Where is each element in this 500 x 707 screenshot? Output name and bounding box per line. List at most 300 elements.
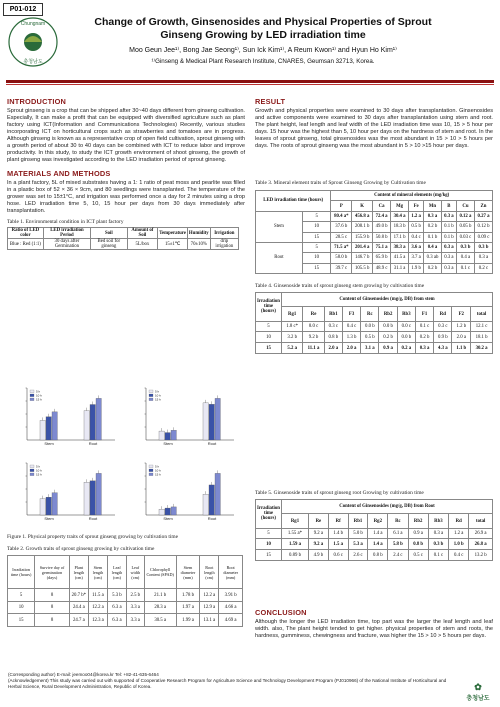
result-heading: RESULT	[255, 97, 286, 106]
table3-cell: 0.4 a	[456, 253, 474, 263]
table5-cell: 13.2 b	[469, 550, 493, 561]
table3-cell: 0.12 a	[456, 211, 474, 221]
table1-header: LED irradiation Period	[43, 228, 90, 239]
table3-cell: 0.2 b	[424, 222, 442, 232]
table1-cell: Bed soil for ginseng	[91, 239, 127, 250]
table3	[255, 190, 493, 274]
bottom-logo	[460, 682, 496, 702]
bar	[203, 403, 208, 440]
category-label: Stem	[44, 516, 54, 521]
table4-cell: 2.0 a	[324, 343, 342, 354]
table1-header: Temperature	[158, 228, 188, 239]
table4-cell: 18.1 b	[471, 332, 493, 343]
table5-cell: 0.5 c	[408, 550, 428, 561]
table1-cell: 30 days after Germination	[43, 239, 90, 250]
table4-cell: 3.1 a	[361, 343, 379, 354]
table5-cell: 9.2 a	[308, 539, 328, 550]
table3-cell: 201.4 a	[352, 242, 373, 252]
legend-label: 5 h	[36, 464, 41, 469]
table4-cell: 0.3 a	[415, 343, 433, 354]
bar	[52, 412, 57, 440]
table2-cell: 24.7 a	[69, 614, 88, 627]
table3-cell: 0.2 c	[474, 263, 492, 273]
table5-column: Rd	[449, 514, 469, 528]
methods-text: In a plant factory, 5L of mixed substrates having a 1: 1 ratio of peat moss and pearlite was filled in a plastic box of 52 × 36 × 9cm, and 80 seedlings were transplanted. The temperature of the grower was set to 15±1°C, and irrigation was performed once a day for 2 minutes using a drop hose. LED irradiation time 5, 10, 15 hour per days from 30 days immediately after transplantation.	[7, 180, 245, 214]
table3-cell: 38.3 a	[391, 242, 409, 252]
table3-cell: 3.7 a	[409, 253, 424, 263]
table2-cell: 11.5 a	[88, 589, 107, 602]
legend-swatch	[30, 390, 34, 393]
legend-label: 5 h	[36, 389, 41, 394]
table2-cell: 1.97 a	[176, 601, 200, 614]
legend-label: 5 h	[155, 464, 160, 469]
table4-cell: 2.0 a	[452, 332, 471, 343]
category-label: Stem	[163, 516, 173, 521]
table3-cell: 0.3 a	[441, 253, 456, 263]
table2-cell: 5.3 b	[108, 589, 127, 602]
table3-cell: 0.3 a	[441, 242, 456, 252]
table2-cell: 8	[35, 614, 70, 627]
intro-heading: INTRODUCTION	[7, 97, 67, 106]
table4-column: Rc	[361, 307, 379, 321]
table5-cell: 0.6 c	[328, 550, 348, 561]
table3-cell: 75.1 a	[373, 242, 391, 252]
table3-cell: 18.3 b	[391, 222, 409, 232]
table5-cell: 0.89 b	[282, 550, 309, 561]
acknowledgement: (Acknowledgement) This study was carried out with supported of Cooperative Research Program for Agriculture Science and Technology Development Program (PJ010966) of the National Institute of Horticultural and Herbal Science, Rural Development Administration, Republic of Korea.	[8, 678, 447, 689]
table3-cell: 456.8 a	[352, 211, 373, 221]
table3-column: Ca	[373, 201, 391, 211]
table3-part: Stem	[256, 211, 303, 242]
table5-cell: 26.8 a	[469, 539, 493, 550]
table3-cell: 50.8 b	[373, 232, 391, 242]
category-label: Root	[88, 516, 98, 521]
table3-row	[256, 211, 493, 221]
legend-swatch	[149, 473, 153, 476]
header-rule-thin	[6, 84, 494, 85]
table1-caption: Table 1. Environmental condition in ICT plant factory	[7, 219, 124, 225]
bar	[46, 497, 51, 515]
table2-header: Root diameter (mm)	[219, 556, 243, 589]
legend-swatch	[30, 469, 34, 472]
legend-label: 15 h	[155, 472, 161, 477]
bar	[90, 481, 95, 515]
legend-label: 5 h	[155, 389, 160, 394]
table3-cell: 10	[302, 253, 330, 263]
poster-title: Change of Growth, Ginsenosides and Physical Properties of Sprout Ginseng Growing by LED irradiation time	[94, 16, 432, 41]
table2	[7, 555, 243, 627]
bar	[215, 398, 220, 440]
table4-column: Rg1	[282, 307, 303, 321]
table3-cell: 146.7 b	[352, 253, 373, 263]
table2-cell: 12.9 a	[200, 601, 219, 614]
table5-cell: 0.4 c	[449, 550, 469, 561]
table2-cell: 13.1 a	[200, 614, 219, 627]
table5-header-group: Content of Ginsenosides (mg/g, DB) from Root	[282, 500, 493, 514]
table3-column: K	[352, 201, 373, 211]
table5-cell: 2.4 c	[388, 550, 408, 561]
table4-cell: 0.4 c	[342, 321, 360, 332]
table2-cell: 3.91 b	[219, 589, 243, 602]
table3-cell: 0.5 b	[409, 222, 424, 232]
table2-cell: 24.4 a	[69, 601, 88, 614]
table3-cell: 5	[302, 211, 330, 221]
bar	[40, 499, 45, 515]
table5-column: Rg1	[282, 514, 309, 528]
table2-header: Survive day of germination (days)	[35, 556, 70, 589]
table2-cell: 4.66 a	[219, 601, 243, 614]
table1-header: Amount of Soil	[127, 228, 158, 239]
table3-header-row	[256, 191, 493, 201]
table5	[255, 499, 493, 561]
bar	[203, 494, 208, 515]
table4-header: Irradiation time (hours)	[256, 293, 282, 322]
table2-cell: 21.1 b	[144, 589, 176, 602]
table4-column: Rb3	[397, 307, 415, 321]
bar	[40, 420, 45, 440]
table5-cell: 1.5 a	[328, 539, 348, 550]
table3-column: P	[331, 201, 352, 211]
table4-cell: 1.8 c*	[282, 321, 303, 332]
table5-cell: 1.0 b	[449, 539, 469, 550]
table3-cell: 0.12 b	[474, 222, 492, 232]
table3-cell: 37.6 b	[331, 222, 352, 232]
footer	[8, 672, 448, 690]
table5-cell: 1.59 a	[282, 539, 309, 550]
bar	[96, 473, 101, 515]
table5-column: Rb1	[348, 514, 368, 528]
table3-cell: 31.1 a	[391, 263, 409, 273]
affiliation: ¹⁾Ginseng & Medical Plant Research Institute, CNARES, Geumsan 32713, Korea.	[151, 58, 375, 65]
legend-swatch	[30, 465, 34, 468]
bar	[209, 485, 214, 515]
table4-cell: 30.2 a	[471, 343, 493, 354]
logo-bottom-text: 충청남도	[23, 59, 43, 65]
table3-cell: 0.05 b	[456, 222, 474, 232]
bar	[165, 508, 170, 515]
table3-cell: 0.09 c	[474, 232, 492, 242]
table4-cell: 15	[256, 343, 282, 354]
table4-column: F1	[415, 307, 433, 321]
bottom-logo-mark: ✿	[474, 682, 482, 692]
bar	[171, 507, 176, 515]
table4-cell: 8.0 c	[303, 321, 324, 332]
poster-id: P01-012	[3, 3, 43, 16]
table3-cell: 0.4 c	[409, 232, 424, 242]
table2-row	[8, 614, 243, 627]
table3-column: Zn	[474, 201, 492, 211]
authors: Moo Geun Jee¹⁾, Bong Jae Seong¹⁾, Sun Ick Kim¹⁾, A Reum Kwon¹⁾ and Hyun Ho Kim¹⁾	[129, 47, 397, 54]
table3-cell: 10	[302, 222, 330, 232]
legend-label: 15 h	[155, 397, 161, 402]
table1-header-row	[8, 228, 239, 239]
table2-cell: 15	[8, 614, 35, 627]
bar	[52, 493, 57, 515]
table3-cell: 48.9 c	[373, 263, 391, 273]
table3-cell: 0.3 b	[456, 242, 474, 252]
table3-part: Root	[256, 242, 303, 273]
table3-cell: 58.0 b	[331, 253, 352, 263]
table4-column: Rd	[434, 307, 452, 321]
table5-cell: 1.4 b	[328, 528, 348, 539]
table2-header: Root length (cm)	[200, 556, 219, 589]
bar	[171, 430, 176, 440]
table5-cell: 6.1 a	[388, 528, 408, 539]
corresponding-author: (Corresponding author) E-mail: jeemoo04@korea.kr Tel: +82-41-635-6464	[8, 672, 159, 677]
left-column	[7, 97, 245, 250]
table3-cell: 0.3 ab	[424, 253, 442, 263]
table2-cell: 8	[35, 589, 70, 602]
table3-column: Cu	[456, 201, 474, 211]
bar	[84, 411, 89, 440]
table4-column: F3	[342, 307, 360, 321]
table2-cell: 1.78 b	[176, 589, 200, 602]
bar	[84, 482, 89, 515]
legend-label: 10 h	[36, 393, 42, 398]
category-label: Root	[88, 441, 98, 446]
table3-cell: 0.3 a	[441, 211, 456, 221]
table4-column: F2	[452, 307, 471, 321]
table1-cell: Blue : Red (1:1)	[8, 239, 44, 250]
table4-column: Re	[303, 307, 324, 321]
table3-header-group: Content of mineral elements (mg/kg)	[331, 191, 493, 201]
table3-cell: 28.5 c	[331, 232, 352, 242]
table4-column: total	[471, 307, 493, 321]
table5-header-row	[256, 500, 493, 514]
conclusion-heading: CONCLUSION	[255, 608, 307, 617]
table5-caption: Table 5. Ginsenoside traits of sprout ginseng root Growing by cultivation time	[255, 490, 424, 496]
logo-top-text: Chungnam	[20, 21, 46, 27]
table2-header: Leaf length (cm)	[108, 556, 127, 589]
table4-cell: 0.2 a	[397, 343, 415, 354]
table4-header-group: Content of Ginsenosides (mg/g, DB) from stem	[282, 293, 493, 307]
table3-cell: 0.3 a	[424, 211, 442, 221]
table3-header: LED irradiation time (hours)	[256, 191, 331, 212]
table2-cell: 8	[35, 601, 70, 614]
table2-cell: 1.99 a	[176, 614, 200, 627]
table4-cell: 0.0 b	[379, 321, 397, 332]
table5-row	[256, 539, 493, 550]
legend-swatch	[30, 473, 34, 476]
legend-label: 10 h	[155, 468, 161, 473]
table2-row	[8, 589, 243, 602]
conclusion-text: Although the longer the LED irradiation time, top part was the larger the leaf length and leaf width. also, The plant height tended to get higher. physical properties of stem and roots, the hardness, gumminess, chewingness and fracture, was higher the 15 > 10 > 5 hours per days.	[255, 619, 493, 639]
table3-cell: 1.9 b	[409, 263, 424, 273]
table3-cell: 80.4 a*	[331, 211, 352, 221]
table4-cell: 0.0 b	[397, 332, 415, 343]
table5-cell: 2.6 c	[348, 550, 368, 561]
table4-cell: 0.1 c	[415, 321, 433, 332]
right-column	[255, 97, 493, 150]
table3-cell: 72.4 a	[373, 211, 391, 221]
table2-cell: 2.5 b	[126, 589, 144, 602]
table1-cell: 15±1℃	[158, 239, 188, 250]
table3-cell: 65.9 b	[373, 253, 391, 263]
table5-column: Rb2	[408, 514, 428, 528]
table2-header: Chlorophyll Content (SPAD)	[144, 556, 176, 589]
table5-cell: 9.2 a	[308, 528, 328, 539]
table4-cell: 4.3 a	[434, 343, 452, 354]
table2-cell: 3.3 a	[126, 614, 144, 627]
table4-cell: 12.1 c	[471, 321, 493, 332]
table1-header: Ratio of LED color	[8, 228, 44, 239]
table5-column: Re	[308, 514, 328, 528]
table5-header-row	[256, 514, 493, 528]
category-label: Root	[207, 441, 217, 446]
table2-caption: Table 2. Growth traits of sprout ginseng growing by cultivation time	[7, 546, 155, 552]
table4-cell: 1.3 b	[342, 332, 360, 343]
table3-cell: 0.03 c	[456, 232, 474, 242]
table5-cell: 5	[256, 528, 282, 539]
table3-cell: 105.5 b	[352, 263, 373, 273]
table5-column: total	[469, 514, 493, 528]
table4-cell: 5.2 a	[282, 343, 303, 354]
table4-cell: 11.1 a	[303, 343, 324, 354]
table5-cell: 1.4 a	[368, 539, 388, 550]
header-rule	[6, 80, 494, 83]
table3-cell: 0.27 a	[474, 211, 492, 221]
table5-cell: 5.8 b	[388, 539, 408, 550]
category-label: Stem	[44, 441, 54, 446]
table4-cell: 0.8 b	[324, 332, 342, 343]
table3-cell: 15	[302, 263, 330, 273]
table4-header-row	[256, 293, 493, 307]
table3-caption: Table 3. Mineral element traits of Sprout Ginseng Growing by Cultivation time	[255, 180, 426, 186]
bar	[96, 398, 101, 440]
table2-cell: 12.3 a	[88, 614, 107, 627]
table4-cell: 0.9 a	[379, 343, 397, 354]
figure1-caption: Figure 1. Physical property traits of sprout ginseng growing by cultivation time	[7, 534, 178, 540]
table4-cell: 0.5 b	[361, 332, 379, 343]
legend-swatch	[30, 398, 34, 401]
table5-cell: 26.9 a	[469, 528, 493, 539]
table4-row	[256, 332, 493, 343]
table5-cell: 0.3 a	[428, 528, 448, 539]
table3-column: B	[441, 201, 456, 211]
table3-cell: 0.1 c	[456, 263, 474, 273]
table4	[255, 292, 493, 354]
table5-cell: 0.1 c	[428, 550, 448, 561]
table3-cell: 17.1 b	[391, 232, 409, 242]
category-label: Stem	[163, 441, 173, 446]
table4-cell: 0.2 b	[379, 332, 397, 343]
legend-label: 10 h	[155, 393, 161, 398]
table5-cell: 1.4 a	[368, 528, 388, 539]
table2-header: Stem diameter (mm)	[176, 556, 200, 589]
table5-column: Rb3	[428, 514, 448, 528]
table2-cell: 10	[8, 601, 35, 614]
table1-row	[8, 239, 239, 250]
table3-cell: 1.2 a	[409, 211, 424, 221]
table4-cell: 10	[256, 332, 282, 343]
table5-cell: 15	[256, 550, 282, 561]
table1-header: Soil	[91, 228, 127, 239]
table4-cell: 0.2 b	[415, 332, 433, 343]
table5-cell: 1.2 a	[449, 528, 469, 539]
table1-cell: drip irrigation	[210, 239, 238, 250]
table3-cell: 3.6 a	[409, 242, 424, 252]
legend-swatch	[149, 398, 153, 401]
table2-row	[8, 601, 243, 614]
table4-column: Rb2	[379, 307, 397, 321]
bar	[159, 431, 164, 440]
chungnam-logo	[7, 16, 59, 68]
table4-column: Rb1	[324, 307, 342, 321]
table4-cell: 1.1 b	[452, 343, 471, 354]
table5-cell: 5.3 a	[348, 539, 368, 550]
table4-cell: 0.3 c	[434, 321, 452, 332]
table2-cell: 28.3 a	[144, 601, 176, 614]
table3-column: Fe	[409, 201, 424, 211]
legend-label: 15 h	[36, 397, 42, 402]
result-text: Growth and physical properties were examined to 30 days after transplantation. Ginsenosides and active components were examined to 30 days after transplantation using stem and root. The plant height, leaf length and leaf width of the LED irradiation time was 10, 15 > 5 hour per days. 15 hour was the highest than 5, 10 hour per days on the hardness of stem and root. In the leaves of sprout ginseng, total ginsenosides was the most abundant in 15 > 10 > 5 hours per days. The roots of sprout ginseng was the most abundant in 5 > 10 >15 hour per days.	[255, 108, 493, 149]
table1-header: Irrigation	[210, 228, 238, 239]
table1-cell: 5L/box	[127, 239, 158, 250]
table4-row	[256, 343, 493, 354]
bar	[165, 433, 170, 440]
legend-swatch	[30, 394, 34, 397]
table4-cell: 0.3 c	[324, 321, 342, 332]
table2-header: Plant length (cm)	[69, 556, 88, 589]
table5-column: Rf	[328, 514, 348, 528]
table4-cell: 0.0 c	[397, 321, 415, 332]
table4-cell: 0.9 b	[434, 332, 452, 343]
table3-cell: 0.3 a	[441, 263, 456, 273]
table5-cell: 4.9 b	[308, 550, 328, 561]
intro-text: Sprout ginseng is a crop that can be shipped after 30~40 days different from ginseng cultivation. Especially, It can make a profit that can be equipped with diversified agriculture such as plant factory using ICT(Information and Communications Technologies) Recently, various studies incorporating ICT on horticultural crops such as strawberries and tomatoes are in progress. Although ginseng is known as a representative crop of open field cultivation, sprout ginseng with a growth period of about 30 to 40 days can be combined with ICT to reduce labor and improve productivity. In this study, to study the ICT growth environment of shoot ginseng, the growth of plant ginseng was investigated according to the LED irradiation period of sprout ginseng.	[7, 108, 245, 163]
table3-cell: 71.5 a*	[331, 242, 352, 252]
table5-cell: 0.8 b	[408, 539, 428, 550]
bar	[46, 417, 51, 440]
table2-header: Leaf width (cm)	[126, 556, 144, 589]
table5-header: Irradiation time (hours)	[256, 500, 282, 529]
table4-row	[256, 321, 493, 332]
table2-cell: 12.2 a	[200, 589, 219, 602]
table4-cell: 5	[256, 321, 282, 332]
table4-caption: Table 4. Ginsenoside traits of sprout ginseng stem growing by cultivation time	[255, 283, 425, 289]
table3-cell: 0.3 b	[474, 242, 492, 252]
bar	[159, 509, 164, 515]
table3-cell: 0.1 b	[441, 232, 456, 242]
table4-cell: 0.0 b	[361, 321, 379, 332]
table4-header-row	[256, 307, 493, 321]
table3-cell: 0.1 b	[424, 232, 442, 242]
table3-cell: 5	[302, 242, 330, 252]
table5-column: Rc	[388, 514, 408, 528]
table5-cell: 1.55 a*	[282, 528, 309, 539]
table3-cell: 41.5 a	[391, 253, 409, 263]
table5-cell: 10	[256, 539, 282, 550]
bar	[209, 404, 214, 440]
table2-cell: 4.69 a	[219, 614, 243, 627]
legend-label: 15 h	[36, 472, 42, 477]
table5-cell: 0.9 a	[408, 528, 428, 539]
legend-swatch	[149, 390, 153, 393]
table1-header: Humidity	[187, 228, 210, 239]
table2-cell: 6.3 a	[108, 614, 127, 627]
category-label: Root	[207, 516, 217, 521]
table1-cell: 70±10%	[187, 239, 210, 250]
table3-column: Mn	[424, 201, 442, 211]
table3-cell: 0.4 a	[424, 242, 442, 252]
table5-cell: 0.8 b	[368, 550, 388, 561]
table5-column: Rg2	[368, 514, 388, 528]
methods-heading: MATERIALS AND METHODS	[7, 169, 111, 178]
table4-cell: 9.2 b	[303, 332, 324, 343]
table4-cell: 1.2 b	[452, 321, 471, 332]
table3-cell: 0.3 a	[474, 253, 492, 263]
conclusion-section	[255, 608, 493, 640]
